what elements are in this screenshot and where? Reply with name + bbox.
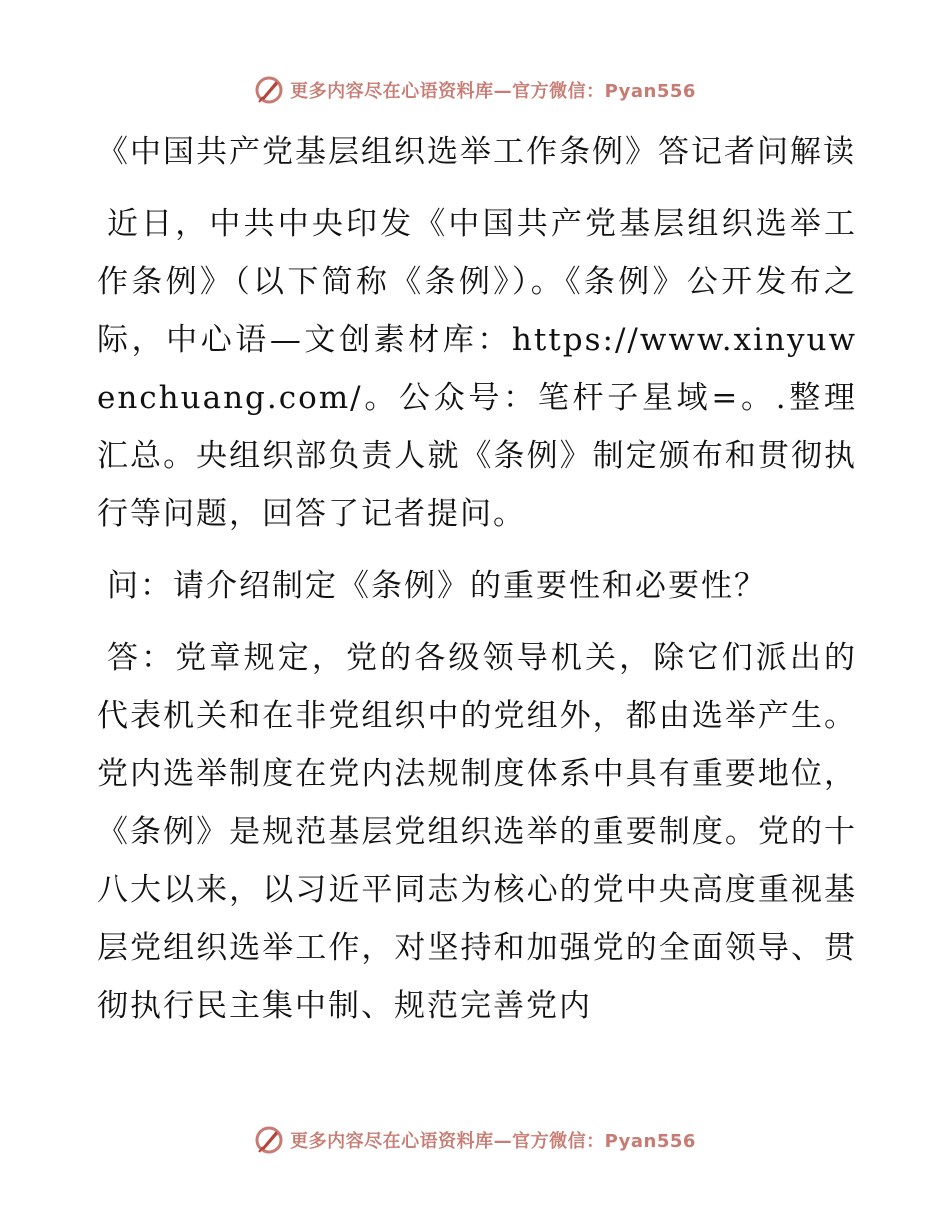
footer-banner-text: 更多内容尽在心语资料库—官方微信：Pyan556 xyxy=(290,1131,696,1152)
paragraph-answer: 答：党章规定，党的各级领导机关，除它们派出的代表机关和在非党组织中的党组外，都由选举产生。党内选举制度在党内法规制度体系中具有重要地位，《条例》是规范基层党组织选举的重要制度。党的十八大以来，以习近平同志为核心的党中央高度重视基层党组织选举工作，对坚持和加强党的全面领导、贯彻执行民主集中制、规范完善党内 xyxy=(97,640,857,1024)
document-body xyxy=(97,123,857,1035)
document-title: 《中国共产党基层组织选举工作条例》答记者问解读 xyxy=(97,134,856,170)
header-watermark-banner xyxy=(0,70,950,110)
header-banner-text: 更多内容尽在心语资料库—官方微信：Pyan556 xyxy=(290,81,696,102)
feather-pen-logo-icon xyxy=(254,75,284,105)
feather-pen-logo-icon xyxy=(254,1125,284,1155)
paragraph-intro: 近日，中共中央印发《中国共产党基层组织选举工作条例》（以下简称《条例》）。《条例》公开发布之际，中心语—文创素材库：https://www.xinyuwenchuang.com/。公众号：笔杆子星域=。.整理汇总。央组织部负责人就《条例》制定颁布和贯彻执行等问题，回答了记者提问。 xyxy=(97,206,857,532)
paragraph-question: 问：请介绍制定《条例》的重要性和必要性？ xyxy=(107,568,767,604)
footer-watermark-banner xyxy=(0,1120,950,1160)
